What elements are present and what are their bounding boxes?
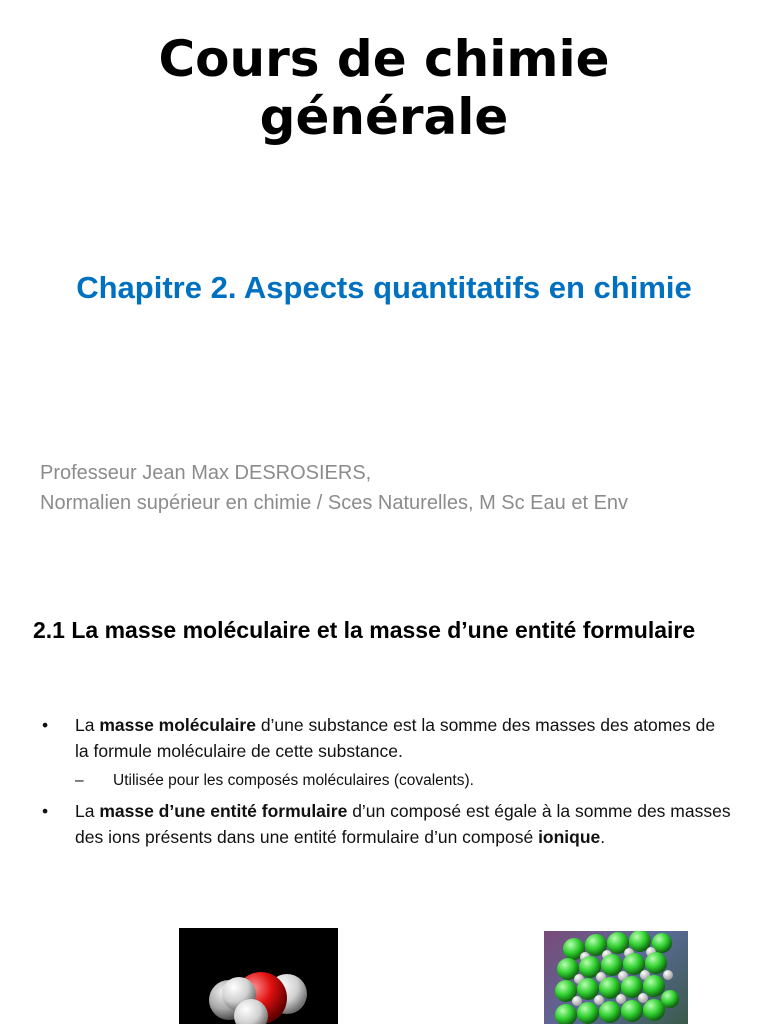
- bullet-icon: •: [42, 715, 49, 735]
- slide-title: [0, 30, 768, 146]
- ionic-crystal-image: [544, 931, 688, 1024]
- section-heading: 2.1 La masse moléculaire et la masse d’une entité formulaire: [33, 617, 696, 643]
- molecule-model-icon: [179, 928, 338, 1024]
- title-line-2: générale: [259, 88, 509, 146]
- chapter-subtitle: Chapitre 2. Aspects quantitatifs en chimie: [76, 270, 692, 305]
- bullet-bold-term-ionic: ionique: [538, 827, 601, 847]
- bullet-icon: •: [42, 801, 49, 821]
- bullet-item-formula-unit-mass: [33, 798, 733, 850]
- molecule-model-image: [179, 928, 338, 1024]
- ionic-crystal-icon: [544, 931, 688, 1024]
- title-line-1: Cours de chimie: [158, 30, 610, 88]
- bullet-text: d’une substance est la somme des masses des atomes de la formule moléculaire de cette substance.: [75, 715, 716, 761]
- bullet-prefix: La: [75, 801, 100, 821]
- bullet-item-molecular-mass: [33, 712, 733, 764]
- sub-bullet-text: Utilisée pour les composés moléculaires (covalents).: [113, 772, 474, 789]
- bullet-text: d’un composé est égale à la somme des masses des ions présents dans une entité formulaire d’un composé: [75, 801, 731, 847]
- sub-bullet-item: [33, 768, 733, 794]
- bullet-prefix: La: [75, 715, 100, 735]
- bullet-end: .: [600, 827, 606, 847]
- dash-icon: –: [75, 772, 84, 789]
- bullet-bold-term: masse moléculaire: [99, 715, 256, 735]
- author-credentials: Normalien supérieur en chimie / Sces Naturelles, M Sc Eau et Env: [40, 492, 629, 514]
- bullet-bold-term: masse d’une entité formulaire: [99, 801, 348, 821]
- bullet-list: [33, 712, 733, 854]
- author-name: Professeur Jean Max DESROSIERS,: [40, 462, 372, 484]
- author-block: [40, 458, 628, 518]
